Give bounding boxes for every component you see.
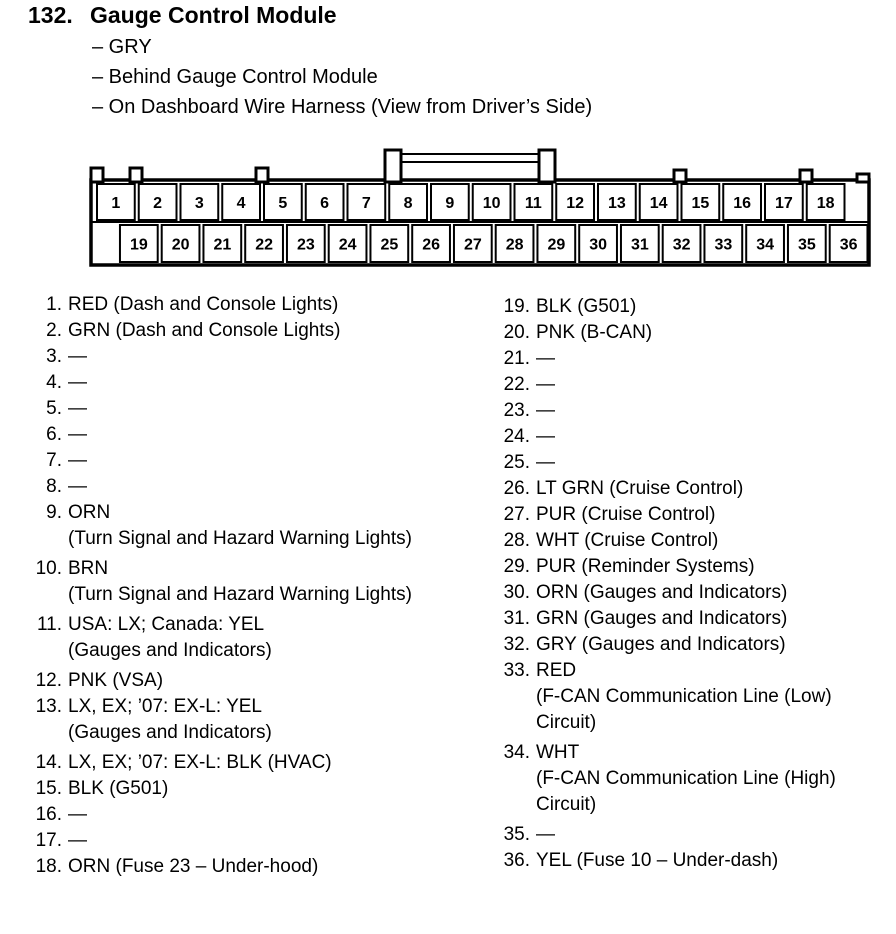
- section-number: 132.: [28, 2, 73, 28]
- pin-number: 4.: [46, 372, 62, 393]
- pin-description: [68, 448, 472, 474]
- pin-description: [536, 658, 896, 736]
- pin-description: [536, 632, 896, 658]
- pin-label-30: 30: [589, 236, 607, 254]
- pin-description: [68, 668, 472, 694]
- pin-description-line: —: [536, 374, 555, 395]
- pin-number: 29.: [503, 556, 530, 577]
- pin-number: 27.: [503, 504, 530, 525]
- pin-entry: [12, 828, 472, 854]
- pin-number: 6.: [46, 424, 62, 445]
- pin-entry: [488, 372, 896, 398]
- section-title: Gauge Control Module: [90, 2, 337, 28]
- pin-description-line: —: [68, 346, 87, 367]
- pin-description-line: USA: LX; Canada: YEL: [68, 614, 265, 635]
- pin-description-line: ORN (Gauges and Indicators): [536, 582, 788, 603]
- pin-label-10: 10: [482, 195, 501, 212]
- pin-description-line: —: [536, 452, 555, 473]
- pin-entry: [12, 292, 472, 318]
- pin-number: 16.: [35, 804, 62, 825]
- pin-description: [68, 694, 472, 746]
- pin-description: [536, 476, 896, 502]
- pin-number: 7.: [46, 450, 62, 471]
- pin-label-14: 14: [649, 195, 668, 212]
- pin-label-13: 13: [607, 195, 626, 212]
- pin-description-line: GRY (Gauges and Indicators): [536, 634, 786, 655]
- pin-entry: [488, 450, 896, 476]
- pin-list-left: [12, 292, 472, 880]
- pin-number: 11.: [36, 614, 62, 635]
- pin-label-29: 29: [547, 236, 566, 254]
- pin-label-18: 18: [816, 195, 835, 212]
- pin-number: 9.: [46, 502, 62, 523]
- pin-number: 20.: [503, 322, 530, 343]
- pin-description: [68, 500, 472, 552]
- pin-number: 18.: [35, 856, 62, 877]
- pin-label-4: 4: [236, 195, 246, 212]
- pin-description: [68, 396, 472, 422]
- pin-label-2: 2: [153, 195, 163, 212]
- pin-entry: [12, 474, 472, 500]
- pin-description-line: PNK (VSA): [68, 670, 164, 691]
- pin-number: 8.: [46, 476, 62, 497]
- pin-number: 23.: [503, 400, 530, 421]
- pin-description-line: RED (Dash and Console Lights): [68, 294, 339, 315]
- pin-description-line: RED: [536, 660, 577, 681]
- pin-description: [536, 848, 896, 874]
- pin-description-line: BRN: [68, 558, 109, 579]
- pin-label-24: 24: [338, 236, 357, 254]
- pin-entry: [12, 556, 472, 608]
- pin-label-20: 20: [171, 236, 190, 254]
- pin-description-line: —: [68, 372, 87, 393]
- pin-description-line: ORN (Fuse 23 – Under-hood): [68, 856, 319, 877]
- pin-entry: [488, 424, 896, 450]
- pin-number: 10.: [35, 558, 62, 579]
- pin-description: [68, 422, 472, 448]
- pin-label-11: 11: [524, 195, 542, 212]
- pin-entry: [488, 346, 896, 372]
- pin-number: 22.: [503, 374, 530, 395]
- pin-entry: [488, 740, 896, 818]
- pin-number: 21.: [503, 348, 530, 369]
- pin-description-line: (Gauges and Indicators): [68, 722, 272, 743]
- pin-label-23: 23: [296, 236, 315, 254]
- pin-label-34: 34: [756, 236, 774, 254]
- pin-number: 32.: [503, 634, 530, 655]
- pin-entry: [488, 554, 896, 580]
- pin-label-27: 27: [463, 236, 482, 254]
- pin-entry: [12, 694, 472, 746]
- pin-entry: [488, 502, 896, 528]
- pin-label-22: 22: [255, 236, 273, 254]
- pin-description: [68, 612, 472, 664]
- pin-description-line: WHT (Cruise Control): [536, 530, 719, 551]
- pin-number: 13.: [35, 696, 62, 717]
- pin-number: 34.: [503, 742, 530, 763]
- pin-description-line: —: [536, 824, 555, 845]
- pin-entry: [488, 822, 896, 848]
- detail-color: – GRY: [92, 36, 152, 58]
- pin-label-36: 36: [839, 236, 858, 254]
- pin-label-7: 7: [361, 195, 371, 212]
- pin-number: 17.: [35, 830, 62, 851]
- pin-number: 31.: [503, 608, 530, 629]
- connector-diagram: [0, 0, 896, 280]
- pin-description-line: (Turn Signal and Hazard Warning Lights): [68, 528, 412, 549]
- pin-label-1: 1: [111, 195, 121, 212]
- pin-description: [68, 854, 472, 880]
- pin-entry: [12, 370, 472, 396]
- pin-description: [68, 318, 472, 344]
- pin-description: [536, 372, 896, 398]
- pin-description-line: BLK (G501): [68, 778, 169, 799]
- pin-description: [536, 424, 896, 450]
- pin-number: 19.: [503, 296, 530, 317]
- pin-description: [68, 556, 472, 608]
- pin-entry: [12, 318, 472, 344]
- pin-description-line: —: [68, 476, 87, 497]
- pin-entry: [12, 612, 472, 664]
- pin-number: 36.: [503, 850, 530, 871]
- pin-description-line: (Gauges and Indicators): [68, 640, 272, 661]
- pin-description: [536, 346, 896, 372]
- pin-description-line: Circuit): [536, 712, 597, 733]
- pin-description: [68, 370, 472, 396]
- pin-description: [68, 776, 472, 802]
- pin-number: 2.: [46, 320, 62, 341]
- pin-description: [536, 398, 896, 424]
- pin-description: [536, 822, 896, 848]
- pin-label-28: 28: [505, 236, 524, 254]
- pin-label-26: 26: [422, 236, 440, 254]
- pin-description-line: PNK (B-CAN): [536, 322, 653, 343]
- pin-description: [68, 474, 472, 500]
- pin-number: 30.: [503, 582, 530, 603]
- pin-entry: [488, 528, 896, 554]
- pin-entry: [488, 580, 896, 606]
- pin-entry: [12, 396, 472, 422]
- pin-label-32: 32: [672, 236, 691, 254]
- pin-number: 15.: [35, 778, 62, 799]
- pin-entry: [488, 398, 896, 424]
- pin-label-33: 33: [714, 236, 733, 254]
- pin-number: 24.: [503, 426, 530, 447]
- pin-number: 26.: [503, 478, 530, 499]
- pin-entry: [12, 422, 472, 448]
- pin-entry: [488, 658, 896, 736]
- pin-label-9: 9: [445, 195, 455, 212]
- pin-number: 1.: [46, 294, 62, 315]
- pin-entry: [488, 848, 896, 874]
- pin-description: [536, 294, 896, 320]
- pin-description-line: —: [68, 804, 87, 825]
- pin-label-21: 21: [213, 236, 232, 254]
- pin-number: 25.: [503, 452, 530, 473]
- pin-description: [536, 320, 896, 346]
- pin-description-line: PUR (Reminder Systems): [536, 556, 755, 577]
- pin-number: 33.: [503, 660, 530, 681]
- pin-number: 35.: [503, 824, 530, 845]
- pin-label-31: 31: [630, 236, 649, 254]
- pin-description-line: (F-CAN Communication Line (High): [536, 768, 836, 789]
- pin-entry: [12, 750, 472, 776]
- pin-entry: [488, 606, 896, 632]
- pin-entry: [12, 668, 472, 694]
- pin-number: 12.: [35, 670, 62, 691]
- pin-label-17: 17: [774, 195, 793, 212]
- pin-label-16: 16: [733, 195, 752, 212]
- pin-entry: [488, 632, 896, 658]
- pin-description-line: WHT: [536, 742, 580, 763]
- pin-description: [536, 502, 896, 528]
- pin-description-line: ORN: [68, 502, 111, 523]
- pin-description: [536, 450, 896, 476]
- pin-description-line: (Turn Signal and Hazard Warning Lights): [68, 584, 412, 605]
- detail-location: – Behind Gauge Control Module: [92, 66, 378, 88]
- pin-entry: [12, 854, 472, 880]
- pin-description-line: —: [68, 424, 87, 445]
- pin-label-12: 12: [566, 195, 585, 212]
- pin-description-line: GRN (Dash and Console Lights): [68, 320, 341, 341]
- pin-description: [68, 292, 472, 318]
- pin-description-line: —: [536, 426, 555, 447]
- pin-description-line: Circuit): [536, 794, 597, 815]
- pin-description: [68, 802, 472, 828]
- pin-description: [68, 750, 472, 776]
- pin-entry: [488, 320, 896, 346]
- pin-entry: [12, 802, 472, 828]
- pin-description: [536, 580, 896, 606]
- pin-label-19: 19: [129, 236, 148, 254]
- pin-description-line: BLK (G501): [536, 296, 637, 317]
- pin-description: [68, 828, 472, 854]
- pin-number: 28.: [503, 530, 530, 551]
- pin-description-line: LT GRN (Cruise Control): [536, 478, 744, 499]
- pin-label-25: 25: [380, 236, 399, 254]
- pin-entry: [12, 500, 472, 552]
- pin-description-line: (F-CAN Communication Line (Low): [536, 686, 832, 707]
- pin-label-3: 3: [194, 195, 204, 212]
- pin-list-right: [488, 294, 896, 874]
- pin-label-15: 15: [691, 195, 710, 212]
- pin-entry: [12, 448, 472, 474]
- pin-description-line: GRN (Gauges and Indicators): [536, 608, 788, 629]
- pin-label-5: 5: [278, 195, 288, 212]
- pin-description: [68, 344, 472, 370]
- pin-description: [536, 528, 896, 554]
- pin-description-line: —: [68, 830, 87, 851]
- pin-label-6: 6: [320, 195, 330, 212]
- pin-number: 3.: [46, 346, 62, 367]
- pin-description-line: —: [536, 348, 555, 369]
- pin-description-line: —: [68, 398, 87, 419]
- pin-description-line: PUR (Cruise Control): [536, 504, 716, 525]
- pin-label-8: 8: [403, 195, 413, 212]
- pin-entry: [488, 294, 896, 320]
- detail-harness: – On Dashboard Wire Harness (View from Driver’s Side): [92, 96, 593, 118]
- pin-entry: [488, 476, 896, 502]
- pin-description: [536, 606, 896, 632]
- pin-number: 5.: [46, 398, 62, 419]
- pin-description: [536, 554, 896, 580]
- pin-label-35: 35: [797, 236, 816, 254]
- pin-description-line: —: [536, 400, 555, 421]
- pin-description-line: —: [68, 450, 87, 471]
- pin-entry: [12, 776, 472, 802]
- pin-description-line: LX, EX; ’07: EX-L: YEL: [68, 696, 262, 717]
- pin-description-line: YEL (Fuse 10 – Under-dash): [536, 850, 779, 871]
- pin-number: 14.: [35, 752, 62, 773]
- pin-description: [536, 740, 896, 818]
- pin-entry: [12, 344, 472, 370]
- pin-description-line: LX, EX; ’07: EX-L: BLK (HVAC): [68, 752, 332, 773]
